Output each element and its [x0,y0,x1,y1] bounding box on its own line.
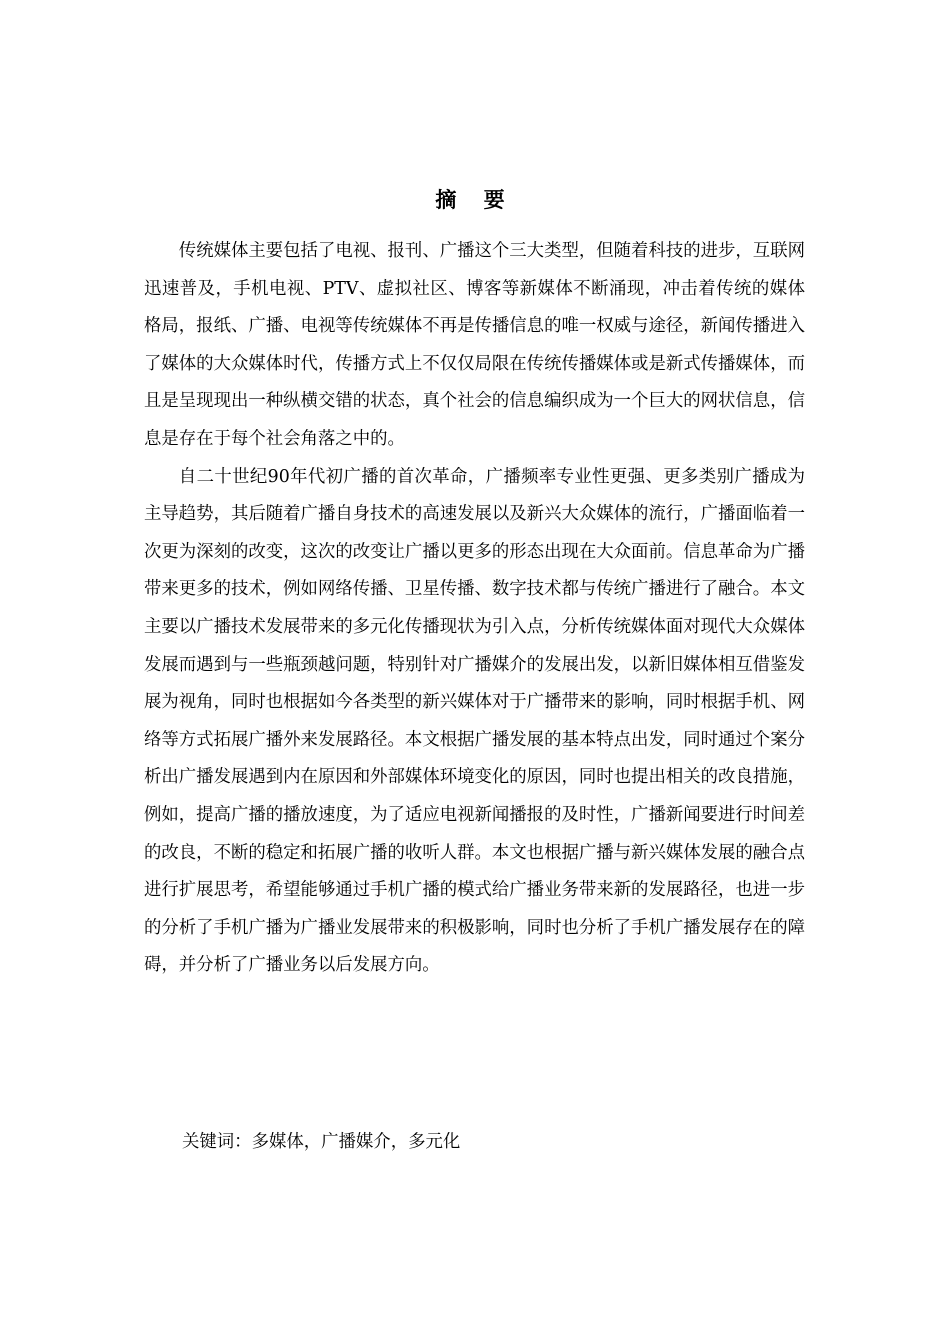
abstract-paragraph-1: 传统媒体主要包括了电视、报刊、广播这个三大类型，但随着科技的进步，互联网迅速普及，手机电视、PTV、虚拟社区、博客等新媒体不断涌现，冲击着传统的媒体格局，报纸、广播、电视等传统媒体不再是传播信息的唯一权威与途径，新闻传播进入了媒体的大众媒体时代，传播方式上不仅仅局限在传统传播媒体或是新式传播媒体，而且是呈现现出一种纵横交错的状态，真个社会的信息编织成为一个巨大的网状信息，信息是存在于每个社会角落之中的。 [144,241,805,449]
abstract-title: 摘 要 [435,188,515,212]
abstract-paragraph-2: 自二十世纪90年代初广播的首次革命，广播频率专业性更强、更多类别广播成为主导趋势，其后随着广播自身技术的高速发展以及新兴大众媒体的流行，广播面临着一次更为深刻的改变，这次的改变让广播以更多的形态出现在大众面前。信息革命为广播带来更多的技术，例如网络传播、卫星传播、数字技术都与传统广播进行了融合。本文主要以广播技术发展带来的多元化传播现状为引入点，分析传统媒体面对现代大众媒体发展而遇到与一些瓶颈越问题，特别针对广播媒介的发展出发，以新旧媒体相互借鉴发展为视角，同时也根据如今各类型的新兴媒体对于广播带来的影响，同时根据手机、网络等方式拓展广播外来发展路径。本文根据广播发展的基本特点出发，同时通过个案分析出广播发展遇到内在原因和外部媒体环境变化的原因，同时也提出相关的改良措施，例如，提高广播的播放速度，为了适应电视新闻播报的及时性，广播新闻要进行时间差的改良，不断的稳定和拓展广播的收听人群。本文也根据广播与新兴媒体发展的融合点进行扩展思考，希望能够通过手机广播的模式给广播业务带来新的发展路径，也进一步的分析了手机广播为广播业发展带来的积极影响，同时也分析了手机广播发展存在的障碍，并分析了广播业务以后发展方向。 [144,466,805,976]
abstract-body [144,233,805,985]
keywords-line: 关键词：多媒体，广播媒介，多元化 [182,1132,461,1152]
